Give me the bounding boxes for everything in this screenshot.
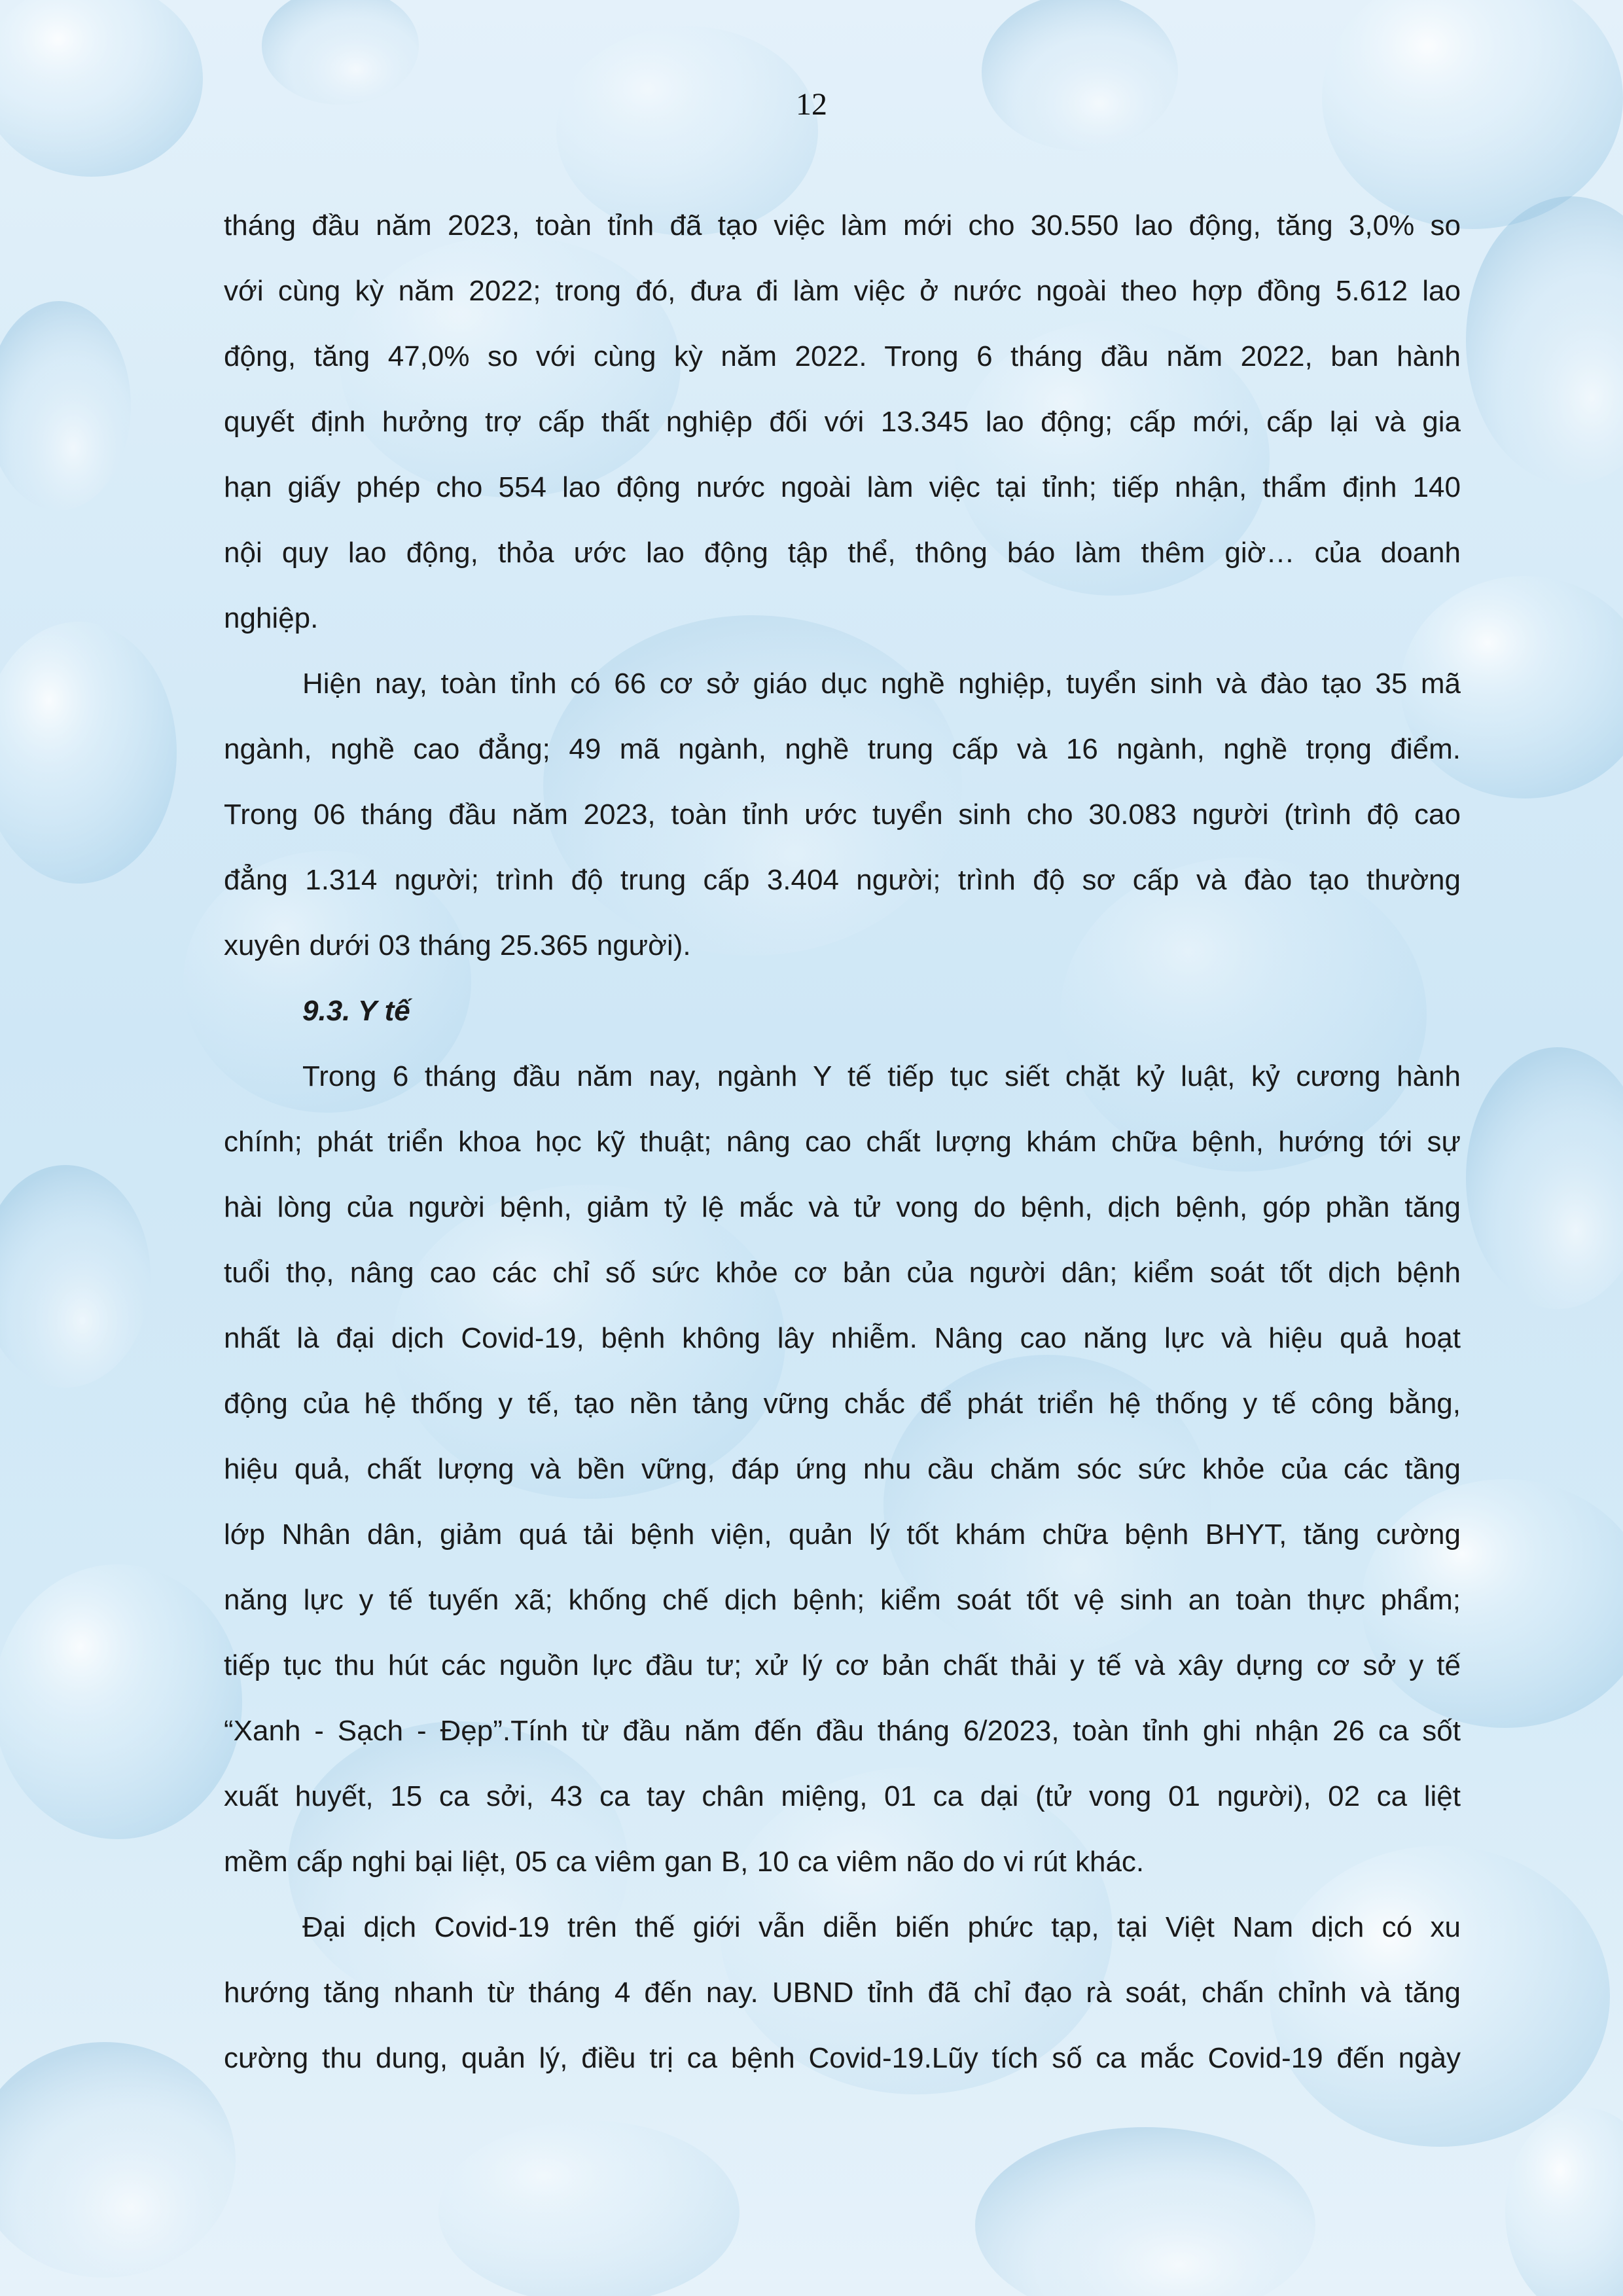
text-line: hạn giấy phép cho 554 lao động nước ngoài làm việc tại tỉnh; tiếp nhận, thẩm định 140 bbox=[224, 471, 1461, 503]
text-line: tiếp tục thu hút các nguồn lực đầu tư; xử lý cơ bản chất thải y tế và xây dựng cơ sở y tế bbox=[224, 1649, 1461, 1681]
text-line: xuất huyết, 15 ca sởi, 43 ca tay chân miệng, 01 ca dại (tử vong 01 người), 02 ca liệt bbox=[224, 1780, 1461, 1812]
paragraph-vocational-training bbox=[224, 651, 1461, 978]
document-body bbox=[224, 193, 1461, 2091]
text-line: Trong 6 tháng đầu năm nay, ngành Y tế tiếp tục siết chặt kỷ luật, kỷ cương hành bbox=[302, 1060, 1461, 1092]
text-line: năng lực y tế tuyến xã; khống chế dịch bệnh; kiểm soát tốt vệ sinh an toàn thực phẩm; bbox=[224, 1584, 1461, 1616]
paragraph-employment bbox=[224, 193, 1461, 651]
text-line: động, tăng 47,0% so với cùng kỳ năm 2022. Trong 6 tháng đầu năm 2022, ban hành bbox=[224, 340, 1461, 372]
text-line: nghiệp. bbox=[224, 602, 319, 634]
text-line: Hiện nay, toàn tỉnh có 66 cơ sở giáo dục nghề nghiệp, tuyển sinh và đào tạo 35 mã bbox=[302, 668, 1461, 700]
paragraph-covid bbox=[224, 1895, 1461, 2091]
text-line: chính; phát triển khoa học kỹ thuật; nâng cao chất lượng khám chữa bệnh, hướng tới sự bbox=[224, 1126, 1461, 1158]
text-line: “Xanh - Sạch - Đẹp”.Tính từ đầu năm đến đầu tháng 6/2023, toàn tỉnh ghi nhận 26 ca sốt bbox=[224, 1715, 1461, 1747]
text-line: quyết định hưởng trợ cấp thất nghiệp đối với 13.345 lao động; cấp mới, cấp lại và gia bbox=[224, 406, 1461, 438]
text-line: với cùng kỳ năm 2022; trong đó, đưa đi làm việc ở nước ngoài theo hợp đồng 5.612 lao bbox=[224, 275, 1461, 307]
text-line: hướng tăng nhanh từ tháng 4 đến nay. UBND tỉnh đã chỉ đạo rà soát, chấn chỉnh và tăng bbox=[224, 1977, 1461, 2009]
page-number: 12 bbox=[796, 87, 827, 122]
text-line: cường thu dung, quản lý, điều trị ca bệnh Covid-19.Lũy tích số ca mắc Covid-19 đến ngày bbox=[224, 2042, 1461, 2074]
text-line: đẳng 1.314 người; trình độ trung cấp 3.404 người; trình độ sơ cấp và đào tạo thường bbox=[224, 864, 1461, 896]
text-line: hiệu quả, chất lượng và bền vững, đáp ứng nhu cầu chăm sóc sức khỏe của các tầng bbox=[224, 1453, 1461, 1485]
text-line: Trong 06 tháng đầu năm 2023, toàn tỉnh ước tuyển sinh cho 30.083 người (trình độ cao bbox=[224, 798, 1461, 831]
section-heading: 9.3. Y tế bbox=[302, 995, 410, 1027]
text-line: ngành, nghề cao đẳng; 49 mã ngành, nghề trung cấp và 16 ngành, nghề trọng điểm. bbox=[224, 733, 1461, 765]
text-line: nhất là đại dịch Covid-19, bệnh không lây nhiễm. Nâng cao năng lực và hiệu quả hoạt bbox=[224, 1322, 1461, 1354]
text-line: tháng đầu năm 2023, toàn tỉnh đã tạo việc làm mới cho 30.550 lao động, tăng 3,0% so bbox=[224, 209, 1461, 242]
text-line: hài lòng của người bệnh, giảm tỷ lệ mắc và tử vong do bệnh, dịch bệnh, góp phần tăng bbox=[224, 1191, 1461, 1223]
text-line: nội quy lao động, thỏa ước lao động tập thể, thông báo làm thêm giờ… của doanh bbox=[224, 537, 1461, 569]
text-line: xuyên dưới 03 tháng 25.365 người). bbox=[224, 929, 691, 961]
text-line: Đại dịch Covid-19 trên thế giới vẫn diễn biến phức tạp, tại Việt Nam dịch có xu bbox=[302, 1911, 1461, 1943]
text-line: động của hệ thống y tế, tạo nền tảng vững chắc để phát triển hệ thống y tế công bằng, bbox=[224, 1388, 1461, 1420]
paragraph-health-sector bbox=[224, 1044, 1461, 1895]
text-line: lớp Nhân dân, giảm quá tải bệnh viện, quản lý tốt khám chữa bệnh BHYT, tăng cường bbox=[224, 1518, 1461, 1551]
text-line: tuổi thọ, nâng cao các chỉ số sức khỏe cơ bản của người dân; kiểm soát tốt dịch bệnh bbox=[224, 1257, 1461, 1289]
text-line: mềm cấp nghi bại liệt, 05 ca viêm gan B, 10 ca viêm não do vi rút khác. bbox=[224, 1846, 1145, 1878]
